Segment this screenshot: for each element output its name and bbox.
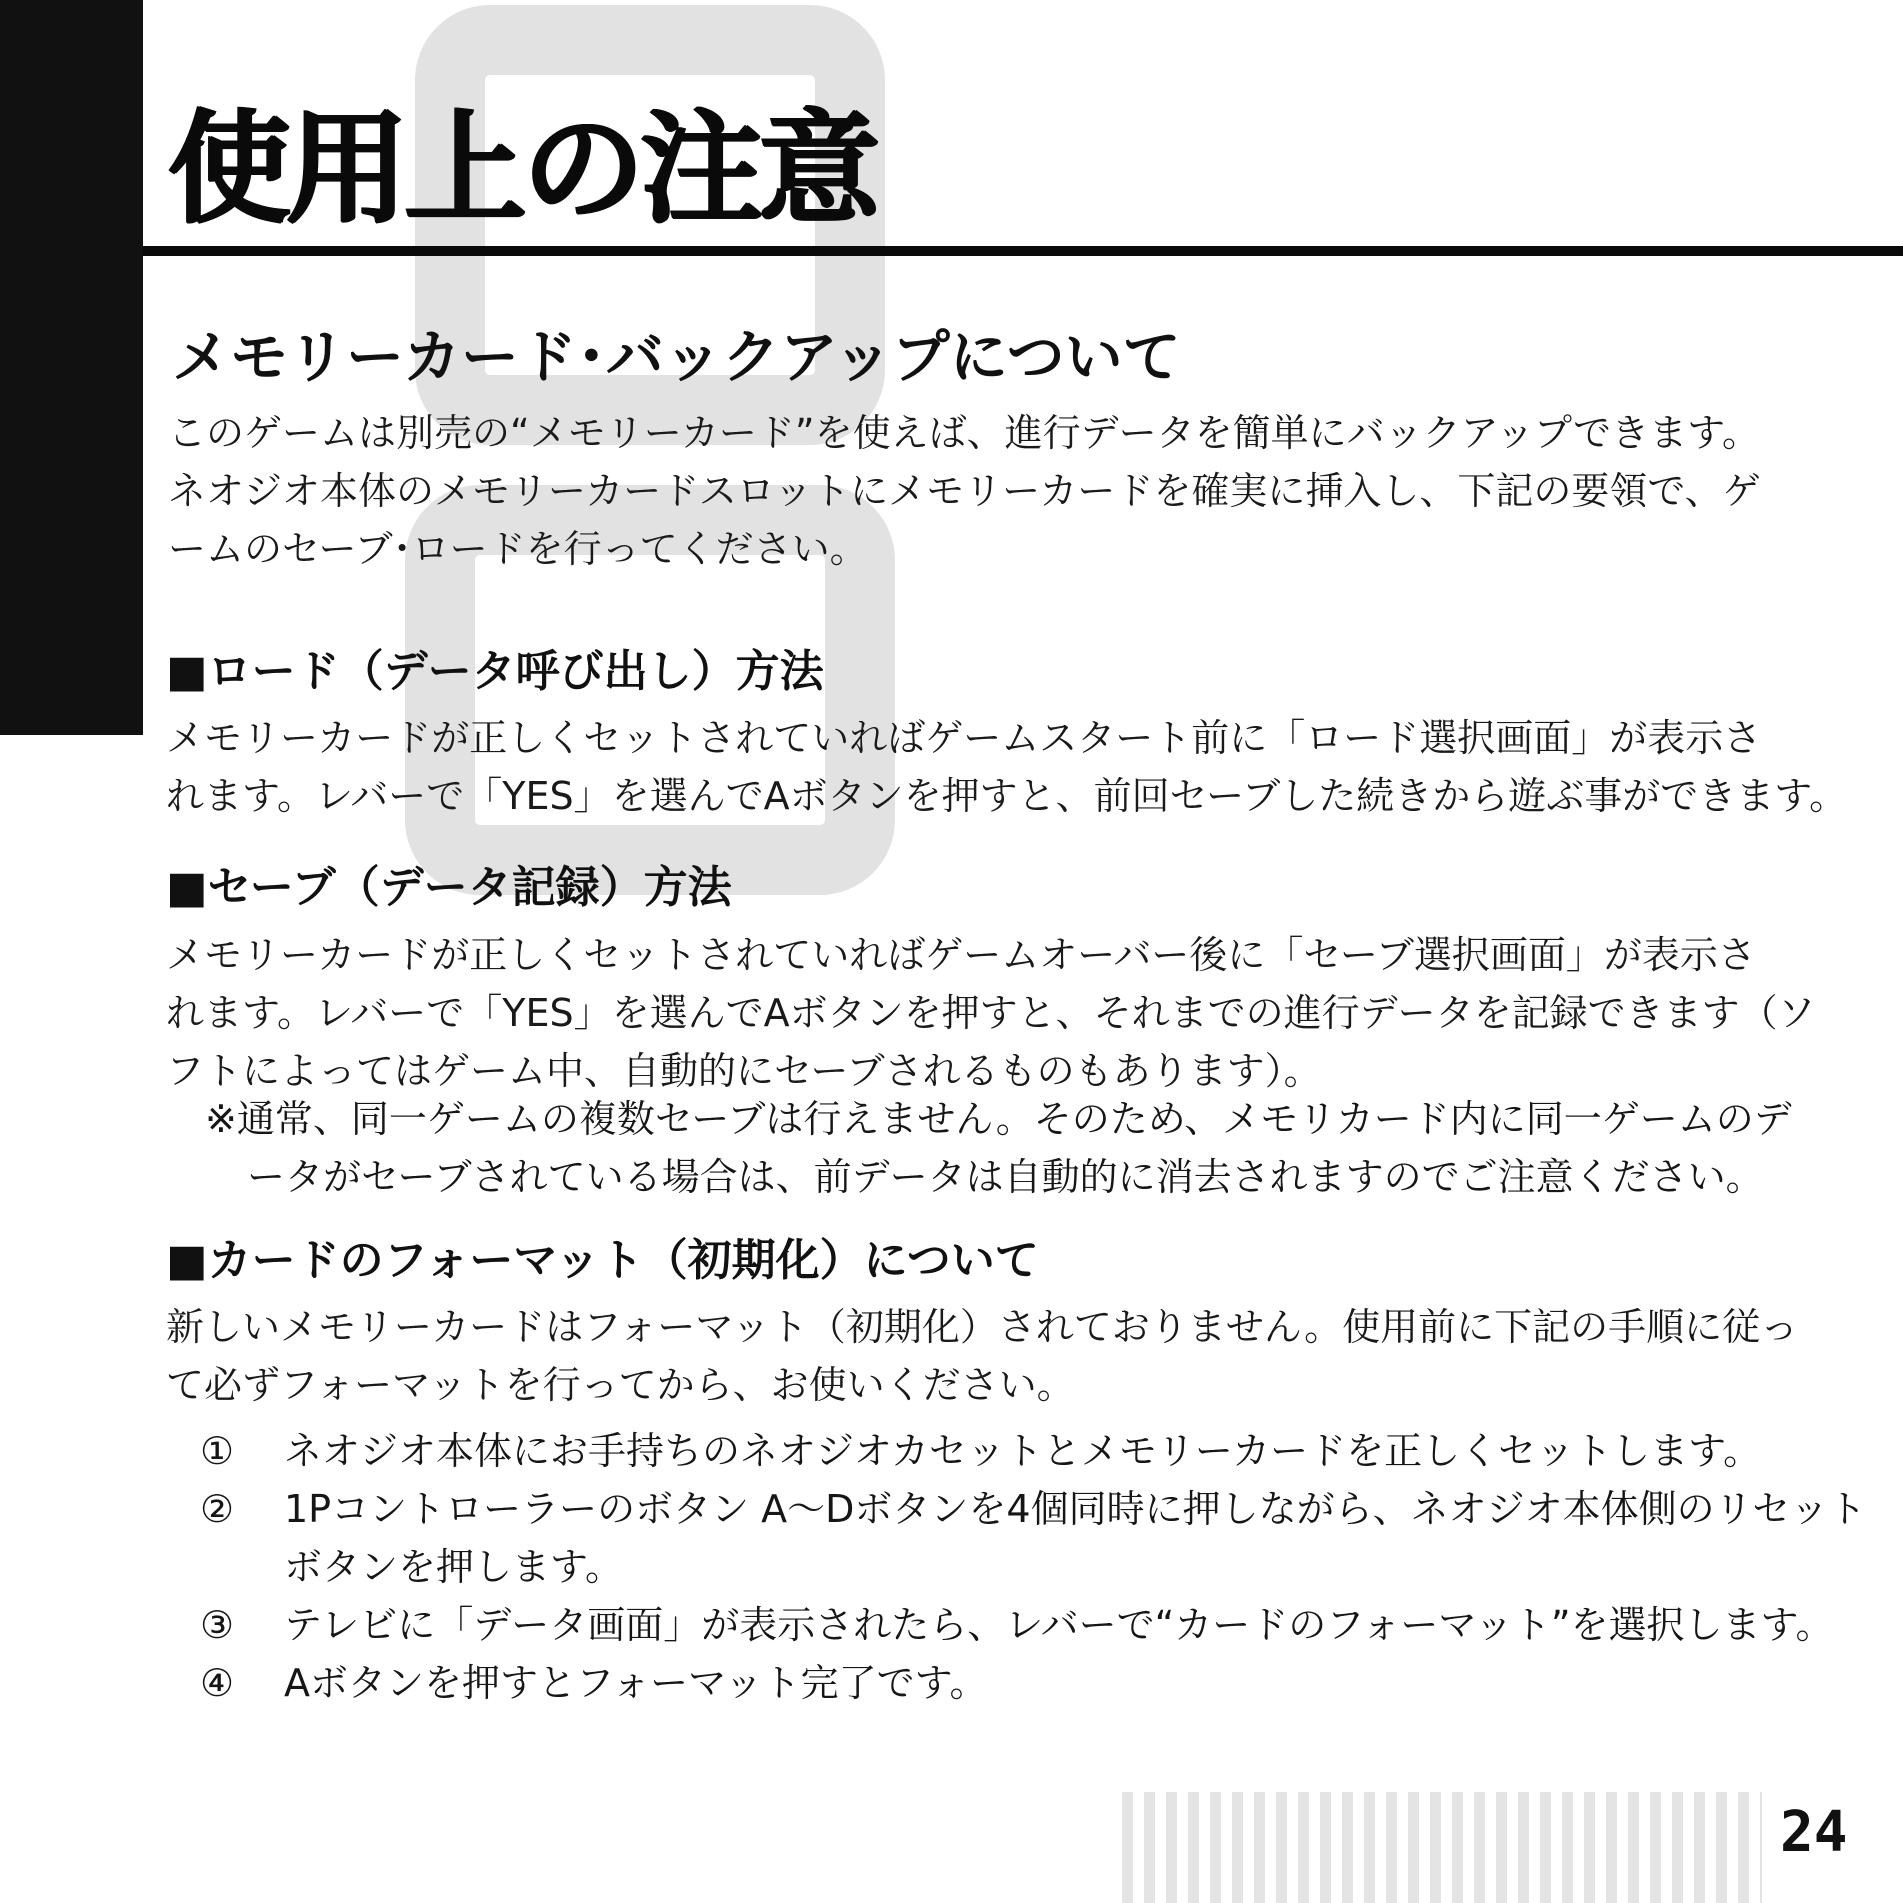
save-note — [205, 1090, 1792, 1206]
step-text: 1Pコントローラーのボタン A～Dボタンを4個同時に押しながら、ネオジオ本体側のリセット ボタンを押します。 — [284, 1487, 1867, 1589]
step-number: ② — [200, 1487, 235, 1531]
list-item — [200, 1480, 1866, 1596]
format-heading: ■カードのフォーマット（初期化）について — [166, 1235, 1039, 1286]
step-text: テレビに「データ画面」が表示されたら、レバーで“カードのフォーマット”を選択します。 — [284, 1603, 1834, 1647]
list-item — [200, 1422, 1866, 1480]
page-title: 使用上の注意 — [168, 98, 876, 240]
footer-stripes — [1122, 1792, 1762, 1903]
list-item — [200, 1596, 1866, 1654]
format-paragraph: 新しいメモリーカードはフォーマット（初期化）されておりません。使用前に下記の手順に従っ て必ずフォーマットを行ってから、お使いください。 — [166, 1305, 1799, 1407]
save-heading: ■セーブ（データ記録）方法 — [166, 862, 732, 913]
save-note-line-2: ータがセーブされている場合は、前データは自動的に消去されますのでご注意ください。 — [247, 1155, 1764, 1199]
load-paragraph: メモリーカードが正しくセットされていればゲームスタート前に「ロード選択画面」が表示さ れます。レバーで「YES」を選んでAボタンを押すと、前回セーブした続きから遊ぶ事ができます。 — [166, 716, 1848, 818]
page-number: 24 — [1780, 1800, 1848, 1865]
save-paragraph: メモリーカードが正しくセットされていればゲームオーバー後に「セーブ選択画面」が表示さ れます。レバーで「YES」を選んでAボタンを押すと、それまでの進行データを記録できます（ソ フトによってはゲーム中、自動的にセーブされるものもあります）。 — [166, 933, 1816, 1093]
step-text: ネオジオ本体にお手持ちのネオジオカセットとメモリーカードを正しくセットします。 — [284, 1429, 1762, 1473]
section-subtitle: メモリーカード･バックアップについて — [172, 323, 1181, 391]
load-heading: ■ロード（データ呼び出し）方法 — [166, 646, 824, 697]
format-steps-list — [200, 1422, 1866, 1712]
step-number: ③ — [200, 1603, 235, 1647]
step-number: ④ — [200, 1661, 235, 1705]
title-underline — [143, 246, 1903, 256]
save-note-line-1: ※通常、同一ゲームの複数セーブは行えません。そのため、メモリカード内に同一ゲームのデ — [205, 1097, 1792, 1141]
step-text: Aボタンを押すとフォーマット完了です。 — [284, 1661, 988, 1705]
step-number: ① — [200, 1429, 235, 1473]
list-item — [200, 1654, 1866, 1712]
intro-paragraph: このゲームは別売の“メモリーカード”を使えば、進行データを簡単にバックアップできます。 ネオジオ本体のメモリーカードスロットにメモリーカードを確実に挿入し、下記の要領で、ゲ ームのセーブ･ロードを行ってください。 — [168, 411, 1761, 571]
side-black-bar — [0, 0, 143, 735]
